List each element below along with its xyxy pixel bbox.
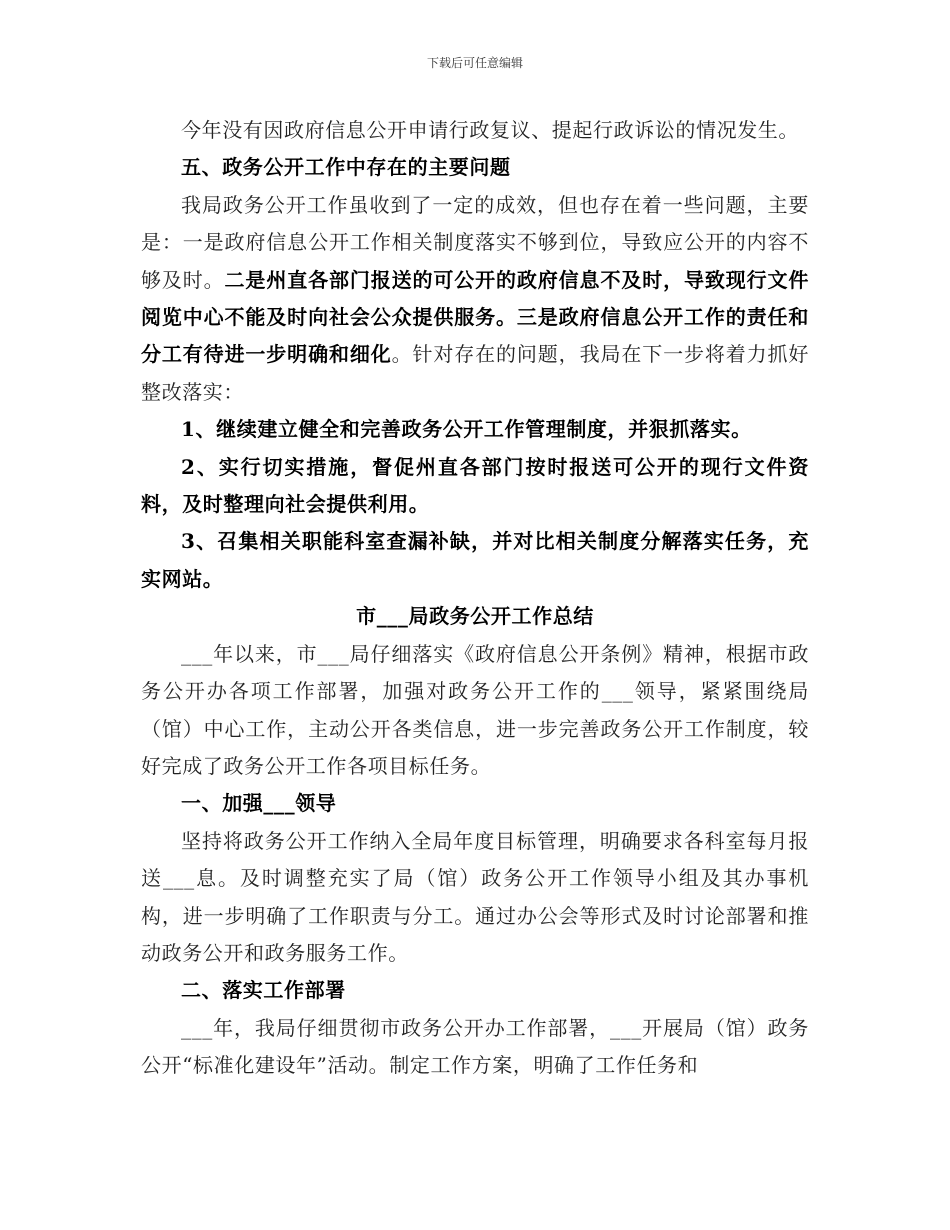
paragraph-problems [141,187,809,411]
measure-1: 1、继续建立健全和完善政务公开工作管理制度，并狠抓落实。 [181,417,752,442]
problems-text-2: 。针对存在的问题，我局在下一步将着力抓好整改落实： [141,342,810,404]
heading-section-5: 五、政务公开工作中存在的主要问题 [181,155,511,180]
document-body [141,112,809,1085]
heading-section-1: 一、加强___领导 [181,791,337,816]
measure-2: 2、实行切实措施，督促州直各部门按时报送可公开的现行文件资料，及时整理向社会提供利用。 [141,454,809,517]
paragraph-no-review: 今年没有因政府信息公开申请行政复议、提起行政诉讼的情况发生。 [181,118,799,142]
problems-text-1: 我局政务公开工作虽收到了一定的成效，但也存在着一些问题，主要是：一是政府信息公开工作相关制度落实不够到位，导致应公开的内容不够及时。 [141,192,809,292]
paragraph-deployment: ___年，我局仔细贯彻市政务公开办工作部署，___开展局（馆）政务公开“标准化建设年”活动。制定工作方案，明确了工作任务和 [141,1015,809,1078]
paragraph-leadership: 坚持将政务公开工作纳入全局年度目标管理，明确要求各科室每月报送___息。及时调整充实了局（馆）政务公开工作领导小组及其办事机构，进一步明确了工作职责与分工。通过办公会等形式及时讨论部署和推动政务公开和政务服务工作。 [141,828,809,965]
paragraph-intro: ___年以来，市___局仔细落实《政府信息公开条例》精神，根据市政务公开办各项工作部署，加强对政务公开工作的___领导，紧紧围绕局（馆）中心工作，主动公开各类信息，进一步完善政务公开工作制度，较好完成了政务公开工作各项目标任务。 [141,641,809,778]
heading-section-2: 二、落实工作部署 [181,978,346,1003]
page-header: 下载后可任意编辑 [426,56,523,70]
document-title: 市___局政务公开工作总结 [356,604,594,629]
measure-3: 3、召集相关职能科室查漏补缺，并对比相关制度分解落实任务，充实网站。 [141,529,809,591]
problems-text-bold: 二是州直各部门报送的可公开的政府信息不及时，导致现行文件阅览中心不能及时向社会公众提供服务。三是政府信息公开工作的责任和分工有待进一步明确和细化 [141,267,809,367]
